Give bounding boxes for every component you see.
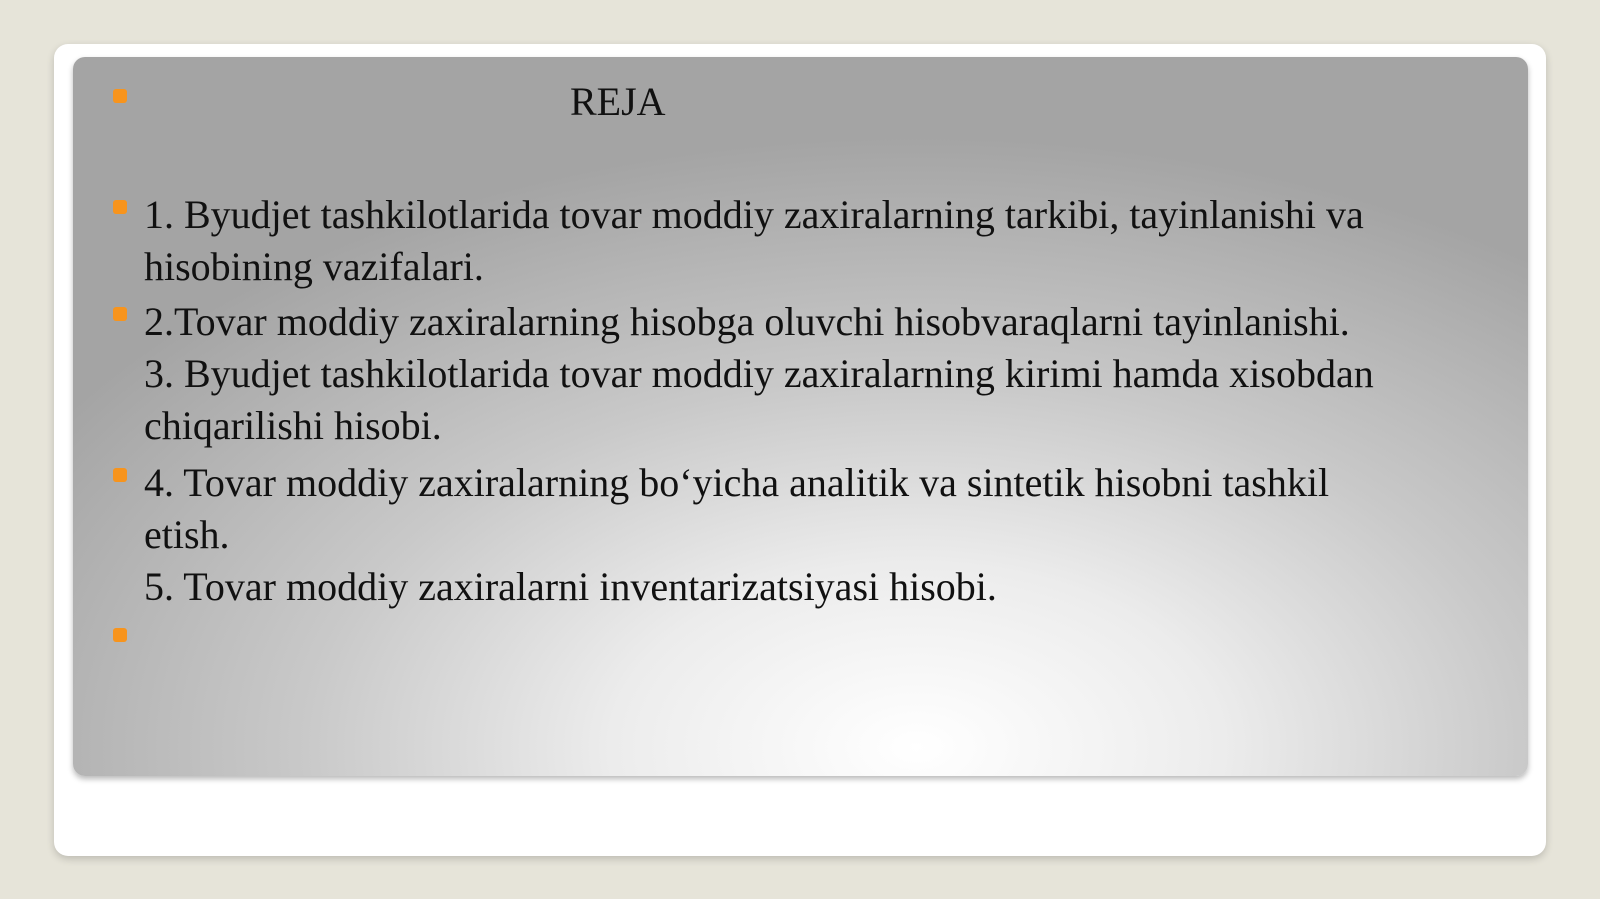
bullet-icon bbox=[113, 468, 127, 482]
list-item-1-line-2: hisobining vazifalari. bbox=[144, 244, 484, 289]
slide-title: REJA bbox=[570, 79, 666, 124]
list-item-1-line-1: 1. Byudjet tashkilotlarida tovar moddiy zaxiralarning tarkibi, tayinlanishi va bbox=[144, 192, 1364, 237]
bullet-icon bbox=[113, 628, 127, 642]
bullet-icon bbox=[113, 89, 127, 103]
list-item-2: 2.Tovar moddiy zaxiralarning hisobga oluvchi hisobvaraqlarni tayinlanishi. bbox=[144, 299, 1350, 344]
bullet-icon bbox=[113, 307, 127, 321]
list-item-5: 5. Tovar moddiy zaxiralarni inventarizatsiyasi hisobi. bbox=[144, 564, 997, 609]
list-item-3-line-2: chiqarilishi hisobi. bbox=[144, 403, 442, 448]
list-item-4-line-2: etish. bbox=[144, 512, 230, 557]
list-item-4-line-1: 4. Tovar moddiy zaxiralarning bo‘yicha analitik va sintetik hisobni tashkil bbox=[144, 460, 1330, 505]
list-item-3-line-1: 3. Byudjet tashkilotlarida tovar moddiy zaxiralarning kirimi hamda xisobdan bbox=[144, 351, 1374, 396]
bullet-icon bbox=[113, 200, 127, 214]
